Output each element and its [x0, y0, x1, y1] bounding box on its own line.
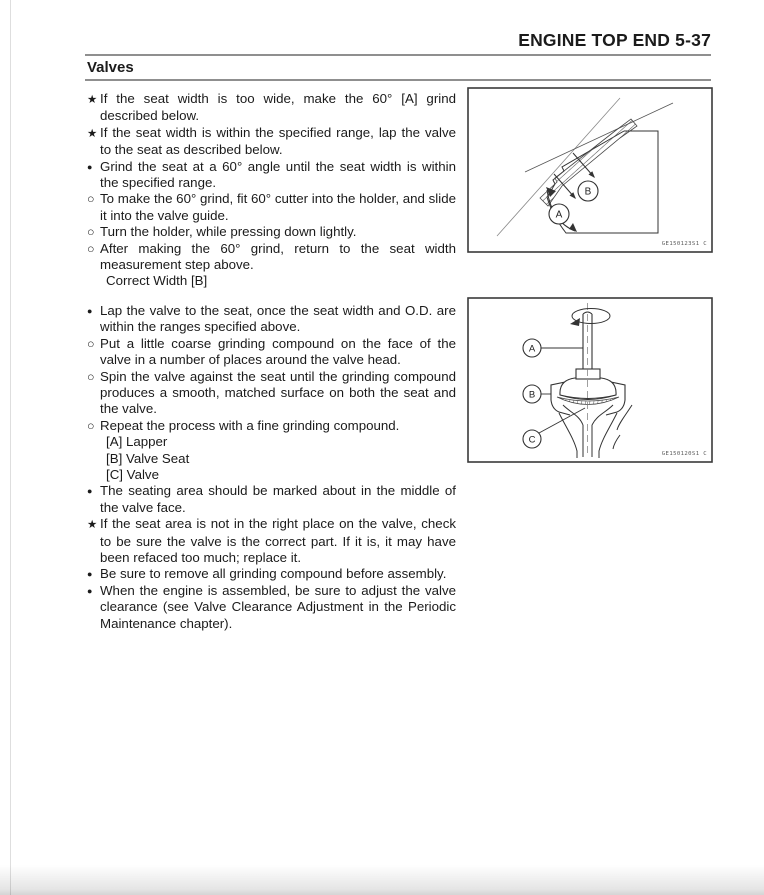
list-item-text: Spin the valve against the seat until the grinding compound produces a smooth, matched surface on both the seat and the valve. [100, 368, 456, 417]
bullet-marker-icon: ● [87, 486, 93, 497]
rotation-arrow [570, 309, 610, 327]
list-item-text: Grind the seat at a 60° angle until the seat width is within the specified range. [100, 158, 456, 191]
page-left-edge [10, 0, 11, 895]
page-header-title: ENGINE TOP END 5-37 [518, 30, 711, 50]
list-item-text: Be sure to remove all grinding compound before assembly. [100, 566, 447, 582]
circle-marker-icon: ○ [87, 225, 95, 240]
svg-text:A: A [555, 209, 563, 221]
list-item [87, 191, 456, 224]
label-A-callout [549, 204, 569, 224]
section-title: Valves [87, 59, 134, 76]
figure-valve-lapping [467, 297, 713, 463]
list-item-text: [B] Valve Seat [106, 450, 190, 466]
label-A-callout [523, 339, 583, 357]
svg-text:B: B [528, 389, 536, 401]
svg-text:A: A [528, 343, 536, 355]
list-item-text: Put a little coarse grinding compound on the face of the valve in a number of places around the valve head. [100, 335, 456, 368]
svg-text:C: C [528, 434, 536, 446]
svg-text:B: B [584, 186, 592, 198]
list-item-text: When the engine is assembled, be sure to adjust the valve clearance (see Valve Clearance Adjustment in the Periodic Maintenance chapter). [100, 582, 456, 631]
list-item [87, 125, 456, 159]
circle-marker-icon: ○ [87, 369, 95, 384]
page-bottom-shadow [0, 865, 764, 895]
label-C-callout [523, 408, 585, 448]
figure-seat-grind [467, 87, 713, 253]
list-item [87, 273, 456, 289]
bullet-marker-icon: ● [87, 161, 93, 172]
paragraph-block [87, 91, 456, 290]
list-item-text: If the seat width is within the specified range, lap the valve to the seat as described below. [100, 124, 456, 158]
circle-marker-icon: ○ [87, 336, 95, 351]
port-throat-lines [559, 405, 632, 458]
circle-marker-icon: ○ [87, 241, 95, 256]
header-rule [85, 54, 711, 56]
list-item-text: If the seat width is too wide, make the 60° [A] grind described below. [100, 91, 456, 124]
star-marker-icon: ★ [87, 519, 98, 532]
lapper-cup [560, 369, 616, 400]
list-item [87, 336, 456, 369]
procedure-text [87, 91, 456, 632]
list-item-text: [A] Lapper [106, 434, 168, 450]
list-item [87, 467, 456, 483]
list-item [87, 434, 456, 450]
list-item-text: Lap the valve to the seat, once the seat width and O.D. are within the ranges specified above. [100, 302, 456, 335]
list-item [87, 418, 456, 434]
list-item-text: Turn the holder, while pressing down lightly. [100, 224, 357, 240]
list-item [87, 91, 456, 125]
list-item [87, 303, 456, 336]
list-item [87, 224, 456, 240]
list-item-text: Repeat the process with a fine grinding compound. [100, 417, 400, 433]
list-item-text: After making the 60° grind, return to the seat width measurement step above. [100, 240, 456, 273]
list-item [87, 159, 456, 192]
figure-code: GE150123S1 C [661, 241, 707, 247]
circle-marker-icon: ○ [87, 418, 95, 433]
list-item [87, 583, 456, 632]
bullet-marker-icon: ● [87, 585, 93, 596]
list-item [87, 369, 456, 418]
section-rule [85, 79, 711, 81]
bullet-marker-icon: ● [87, 305, 93, 316]
list-item-text: To make the 60° grind, fit 60° cutter into the holder, and slide it into the valve guide. [100, 191, 456, 223]
list-item [87, 483, 456, 516]
paragraph-block [87, 303, 456, 632]
figure-code: GE150120S1 C [661, 451, 707, 457]
circle-marker-icon: ○ [87, 192, 95, 207]
list-item [87, 566, 456, 582]
list-item-text: [C] Valve [106, 466, 159, 482]
label-B-callout [523, 385, 551, 403]
list-item-text: Correct Width [B] [106, 273, 208, 289]
list-item-text: The seating area should be marked about in the middle of the valve face. [100, 483, 456, 515]
list-item [87, 451, 456, 467]
star-marker-icon: ★ [87, 127, 98, 140]
label-B-callout [578, 181, 598, 201]
list-item [87, 241, 456, 274]
list-item [87, 516, 456, 566]
bullet-marker-icon: ● [87, 569, 93, 580]
star-marker-icon: ★ [87, 94, 98, 106]
list-item-text: If the seat area is not in the right place on the valve, check to be sure the valve is the correct part. If it is, it may have been refaced too much; replace it. [100, 516, 456, 565]
